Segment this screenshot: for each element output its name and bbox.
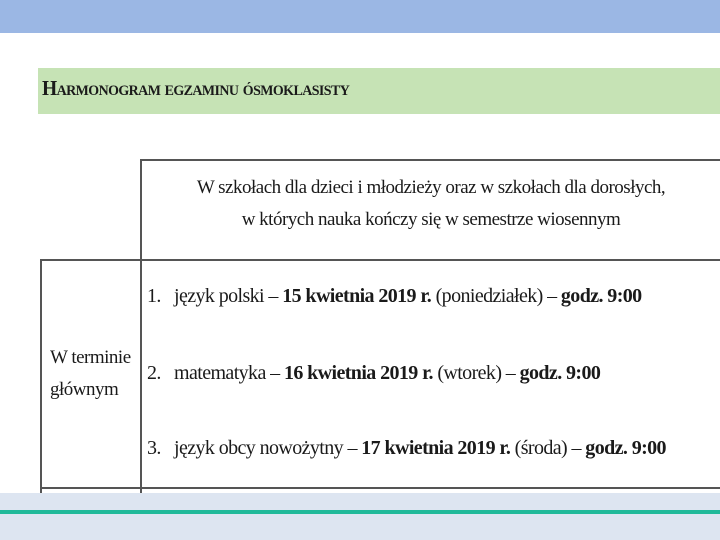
bottom-accent-line	[0, 510, 720, 514]
bottom-decorative-band	[0, 493, 720, 540]
exam-time: godz. 9:00	[585, 437, 666, 459]
table-header-line: W szkołach dla dzieci i młodzieży oraz w szkołach dla dorosłych,	[196, 177, 666, 198]
exam-number: 1.	[147, 285, 161, 307]
exam-weekday: (wtorek) –	[432, 362, 520, 384]
top-decorative-bar	[0, 0, 720, 33]
exam-number: 2.	[147, 362, 161, 384]
table-border-left	[40, 259, 42, 495]
exam-list-item	[147, 362, 600, 385]
row-label-line: głównym	[50, 379, 119, 400]
exam-list-item	[147, 285, 642, 308]
exam-date: 17 kwietnia 2019 r.	[361, 437, 511, 459]
table-header-cell	[142, 172, 720, 236]
exam-number: 3.	[147, 437, 161, 459]
exam-weekday: (środa) –	[510, 437, 586, 459]
exam-date: 16 kwietnia 2019 r.	[283, 362, 433, 384]
table-border-row-bottom	[40, 487, 720, 489]
exam-subject: język obcy nowożytny –	[174, 437, 362, 459]
row-label-cell	[50, 342, 131, 406]
page-title: Harmonogram egzaminu ósmoklasisty	[42, 76, 350, 100]
row-label-line: W terminie	[50, 347, 131, 368]
table-header-line: w których nauka kończy się w semestrze wiosennym	[241, 209, 621, 230]
table-border-top	[140, 159, 720, 161]
exam-date: 15 kwietnia 2019 r.	[282, 285, 432, 307]
exam-time: godz. 9:00	[519, 362, 601, 384]
exam-time: godz. 9:00	[560, 285, 642, 307]
table-border-header-bottom	[40, 259, 720, 261]
title-banner	[38, 68, 720, 114]
exam-subject: matematyka –	[174, 362, 284, 384]
exam-weekday: (poniedziałek) –	[431, 285, 561, 307]
exam-subject: język polski –	[174, 285, 283, 307]
exam-list-item	[147, 437, 666, 460]
